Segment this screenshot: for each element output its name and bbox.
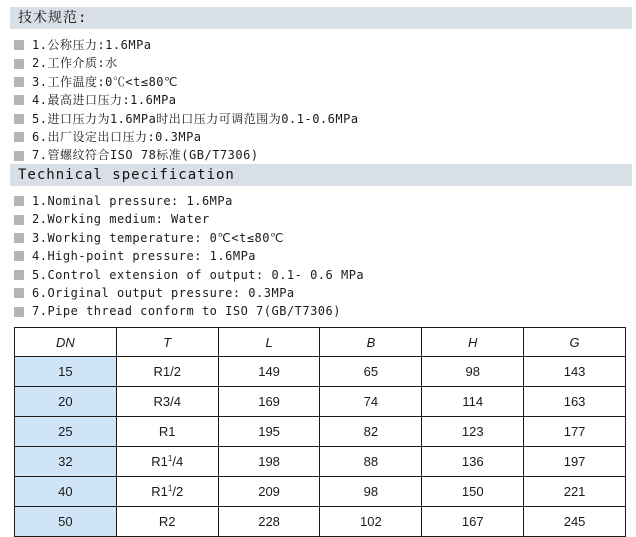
bullet-square-icon	[14, 77, 24, 87]
bullet-square-icon	[14, 59, 24, 69]
cell-h: 114	[422, 387, 524, 417]
list-item	[14, 146, 359, 164]
table-header-row	[15, 328, 626, 357]
cell-l: 149	[218, 357, 320, 387]
bullet-square-icon	[14, 251, 24, 261]
dimension-table	[14, 327, 626, 537]
cell-l: 169	[218, 387, 320, 417]
list-item	[14, 229, 364, 247]
cell-h: 123	[422, 417, 524, 447]
cell-t	[116, 507, 218, 537]
cell-g: 163	[524, 387, 626, 417]
en-section-title: Technical specification	[10, 164, 632, 186]
cell-l: 198	[218, 447, 320, 477]
cell-g: 197	[524, 447, 626, 477]
table-row	[15, 417, 626, 447]
cell-l: 209	[218, 477, 320, 507]
bullet-square-icon	[14, 40, 24, 50]
list-item-text: 3.工作温度:0℃<t≤80℃	[32, 74, 178, 89]
bullet-square-icon	[14, 196, 24, 206]
table-row	[15, 447, 626, 477]
bullet-square-icon	[14, 233, 24, 243]
column-header-l: L	[218, 328, 320, 357]
cell-t	[116, 417, 218, 447]
list-item	[14, 210, 364, 228]
column-header-b: B	[320, 328, 422, 357]
list-item-text: 4.High-point pressure: 1.6MPa	[32, 249, 257, 264]
bullet-square-icon	[14, 288, 24, 298]
cell-l: 228	[218, 507, 320, 537]
cell-dn: 50	[15, 507, 117, 537]
table-row	[15, 507, 626, 537]
list-item-text: 5.Control extension of output: 0.1- 0.6 MPa	[32, 267, 365, 282]
list-item	[14, 128, 359, 146]
list-item-text: 3.Working temperature: 0℃<t≤80℃	[32, 230, 284, 245]
cell-dn: 20	[15, 387, 117, 417]
cell-dn: 32	[15, 447, 117, 477]
list-item	[14, 36, 359, 54]
cell-l: 195	[218, 417, 320, 447]
cell-t-base: R3/4	[153, 394, 181, 409]
bullet-square-icon	[14, 215, 24, 225]
cell-g: 221	[524, 477, 626, 507]
list-item	[14, 73, 359, 91]
cn-spec-list	[14, 36, 359, 165]
list-item	[14, 110, 359, 128]
cell-h: 98	[422, 357, 524, 387]
cell-t-sup: 1	[167, 454, 173, 463]
cell-t-base: R1	[151, 454, 168, 469]
cell-t-base: R1/2	[153, 364, 181, 379]
bullet-square-icon	[14, 132, 24, 142]
cell-g: 177	[524, 417, 626, 447]
cell-dn: 40	[15, 477, 117, 507]
column-header-g: G	[524, 328, 626, 357]
bullet-square-icon	[14, 307, 24, 317]
cell-h: 136	[422, 447, 524, 477]
list-item-text: 1.Nominal pressure: 1.6MPa	[32, 194, 233, 208]
cell-b: 98	[320, 477, 422, 507]
list-item-text: 6.出厂设定出口压力:0.3MPa	[32, 129, 202, 144]
cell-t-sup: 1	[167, 484, 173, 493]
cell-t	[116, 447, 218, 477]
list-item	[14, 54, 359, 72]
list-item	[14, 284, 364, 302]
cell-b: 74	[320, 387, 422, 417]
cell-t-rest: /2	[172, 484, 184, 499]
list-item-text: 5.进口压力为1.6MPa时出口压力可调范围为0.1-0.6MPa	[32, 111, 359, 126]
column-header-t: T	[116, 328, 218, 357]
cell-dn: 15	[15, 357, 117, 387]
cell-t-rest: /4	[172, 454, 184, 469]
list-item	[14, 91, 359, 109]
cell-b: 102	[320, 507, 422, 537]
cell-t	[116, 357, 218, 387]
bullet-square-icon	[14, 151, 24, 161]
cn-section-title: 技术规范:	[10, 7, 632, 29]
cell-t-base: R2	[158, 514, 176, 529]
cell-t-base: R1	[151, 484, 168, 499]
cell-b: 88	[320, 447, 422, 477]
cell-dn: 25	[15, 417, 117, 447]
list-item-text: 7.Pipe thread conform to ISO 7(GB/T7306)	[32, 304, 341, 319]
list-item-text: 4.最高进口压力:1.6MPa	[32, 93, 177, 108]
cell-t-base: R1	[158, 424, 176, 439]
bullet-square-icon	[14, 114, 24, 124]
list-item	[14, 192, 364, 210]
list-item-text: 7.管螺纹符合ISO 78标准(GB/T7306)	[32, 148, 259, 163]
column-header-h: H	[422, 328, 524, 357]
cell-h: 167	[422, 507, 524, 537]
list-item-text: 2.工作介质:水	[32, 56, 118, 71]
bullet-square-icon	[14, 95, 24, 105]
list-item	[14, 247, 364, 265]
list-item-text: 2.Working medium: Water	[32, 212, 210, 227]
list-item-text: 1.公称压力:1.6MPa	[32, 38, 152, 52]
cell-h: 150	[422, 477, 524, 507]
list-item	[14, 266, 364, 284]
cell-b: 65	[320, 357, 422, 387]
en-spec-list	[14, 192, 364, 321]
cell-g: 143	[524, 357, 626, 387]
column-header-dn: DN	[15, 328, 117, 357]
cell-b: 82	[320, 417, 422, 447]
table-row	[15, 357, 626, 387]
cell-g: 245	[524, 507, 626, 537]
list-item-text: 6.Original output pressure: 0.3MPa	[32, 285, 295, 300]
table-row	[15, 387, 626, 417]
list-item	[14, 302, 364, 320]
cell-t	[116, 477, 218, 507]
cell-t	[116, 387, 218, 417]
bullet-square-icon	[14, 270, 24, 280]
table-row	[15, 477, 626, 507]
